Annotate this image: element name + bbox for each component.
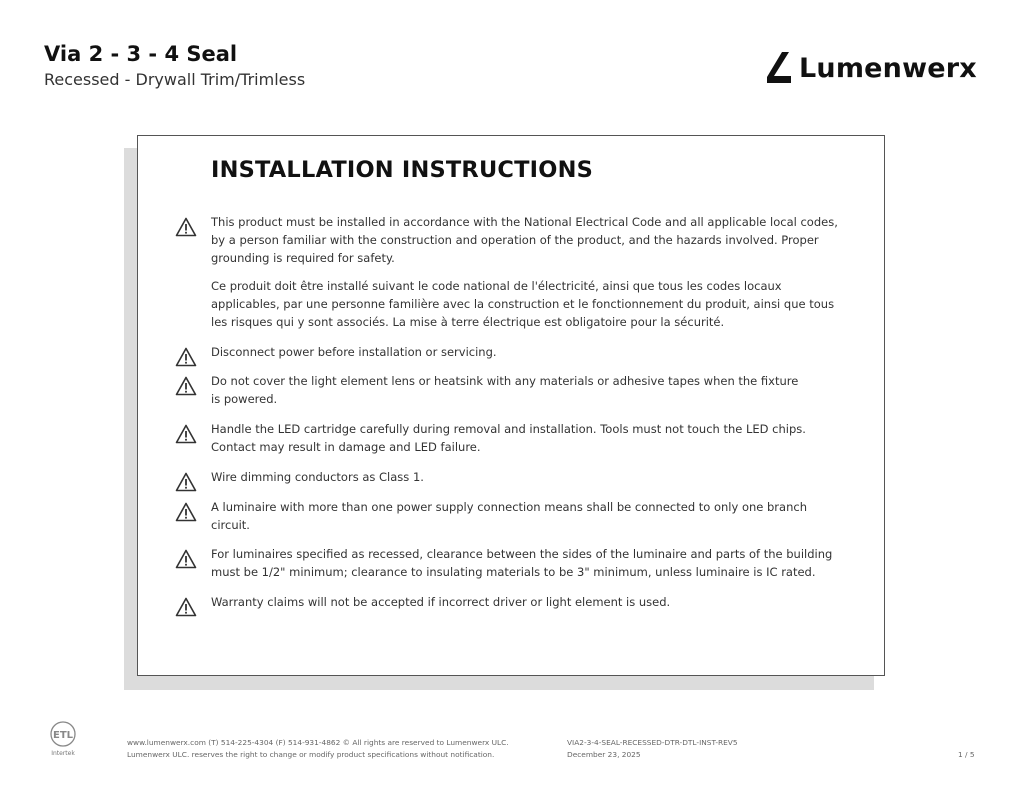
etl-mark-text: ETL — [52, 730, 74, 741]
instruction-text: A luminaire with more than one power supply connection means shall be connected to only one branch circuit. — [211, 500, 807, 532]
instruction-text: Wire dimming conductors as Class 1. — [211, 470, 424, 484]
instruction-text: Handle the LED cartridge carefully during removal and installation. Tools must not touch the LED chips. Contact may result in damage and LED failure. — [211, 422, 806, 454]
instruction-text: This product must be installed in accordance with the National Electrical Code and all applicable local codes, by a person familiar with the construction and operation of the product, and the hazards involved. Proper grounding is required for safety. — [211, 215, 838, 265]
page-number: 1 / 5 — [958, 750, 975, 759]
instruction-text-french: Ce produit doit être installé suivant le code national de l'électricité, ainsi que tous les codes locaux applicables, par une personne familière avec la construction et le fonctionnement du produit, ainsi que tous les risques qui y sont associés. La mise à terre électrique est obligatoire pour la sécurité. — [211, 279, 835, 329]
warning-icon — [175, 376, 197, 396]
warning-icon — [175, 424, 197, 444]
product-title: Via 2 - 3 - 4 Seal — [44, 42, 238, 66]
warning-icon — [175, 217, 197, 237]
instructions-heading: INSTALLATION INSTRUCTIONS — [211, 157, 594, 183]
footer-doc-code: VIA2-3-4-SEAL-RECESSED-DTR-DTL-INST-REV5 — [567, 738, 738, 747]
etl-certification-mark — [46, 718, 82, 758]
instruction-text: Disconnect power before installation or servicing. — [211, 345, 497, 359]
warning-icon — [175, 472, 197, 492]
footer-doc-date: December 23, 2025 — [567, 750, 641, 759]
brand-logo — [765, 50, 977, 86]
instruction-text: Do not cover the light element lens or heatsink with any materials or adhesive tapes when the fixture is powered. — [211, 374, 799, 406]
instruction-text: Warranty claims will not be accepted if incorrect driver or light element is used. — [211, 595, 671, 609]
product-subtitle: Recessed - Drywall Trim/Trimless — [44, 70, 306, 89]
brand-name: Lumenwerx — [799, 52, 977, 84]
etl-logo-icon — [46, 718, 82, 758]
lumenwerx-logo-icon — [765, 51, 795, 85]
intertek-label: Intertek — [51, 750, 75, 757]
warning-icon — [175, 502, 197, 522]
footer-notice: Lumenwerx ULC. reserves the right to change or modify product specifications without notification. — [127, 750, 495, 759]
warning-icon — [175, 597, 197, 617]
warning-icon — [175, 549, 197, 569]
instructions-card — [137, 135, 885, 676]
warning-icon — [175, 347, 197, 367]
instruction-text: For luminaires specified as recessed, clearance between the sides of the luminaire and parts of the building must be 1/2" minimum; clearance to insulating materials to be 3" minimum, unless luminaire is IC rated. — [211, 547, 833, 579]
footer-contact: www.lumenwerx.com (T) 514-225-4304 (F) 514-931-4862 © All rights are reserved to Lumenwerx ULC. — [127, 738, 509, 747]
